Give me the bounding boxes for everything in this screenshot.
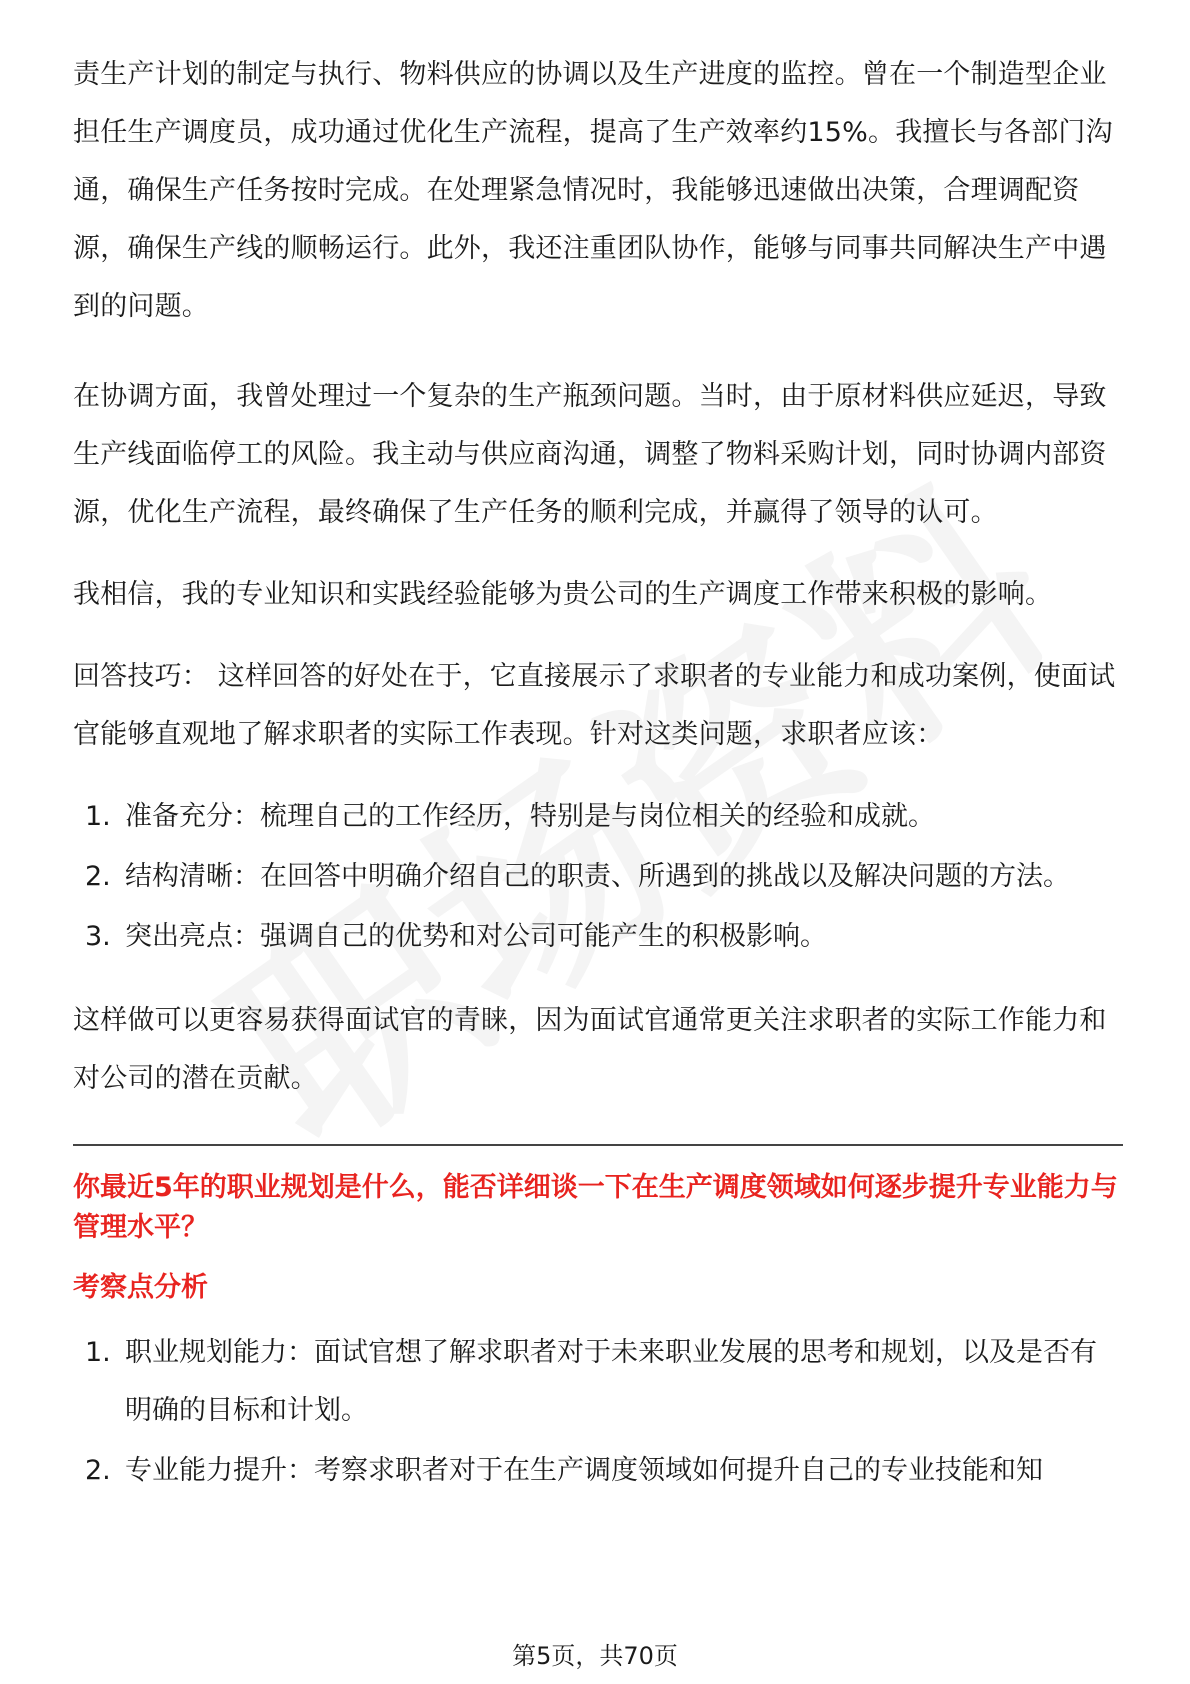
page-footer: 第5页，共70页 bbox=[512, 1642, 678, 1670]
list-item: 1. 准备充分：梳理自己的工作经历，特别是与岗位相关的经验和成就。 bbox=[85, 801, 935, 832]
paragraph-belief: 我相信，我的专业知识和实践经验能够为贵公司的生产调度工作带来积极的影响。 bbox=[73, 579, 1053, 610]
paragraph-answer-tips: 回答技巧： 这样回答的好处在于，它直接展示了求职者的专业能力和成功案例，使面试官能够直观地了解求职者的实际工作表现。针对这类问题，求职者应该： bbox=[73, 661, 1116, 750]
list-item: 1. 职业规划能力：面试官想了解求职者对于未来职业发展的思考和规划，以及是否有明确的目标和计划。 bbox=[85, 1337, 1097, 1426]
paragraph-responsibilities: 责生产计划的制定与执行、物料供应的协调以及生产进度的监控。曾在一个制造型企业担任生产调度员，成功通过优化生产流程，提高了生产效率约15%。我擅长与各部门沟通，确保生产任务按时完成。在处理紧急情况时，我能够迅速做出决策，合理调配资源，确保生产线的顺畅运行。此外，我还注重团队协作，能够与同事共同解决生产中遇到的问题。 bbox=[73, 59, 1113, 322]
question-heading: 你最近5年的职业规划是什么，能否详细谈一下在生产调度领域如何逐步提升专业能力与管理水平？ bbox=[73, 1172, 1118, 1243]
tips-list bbox=[73, 788, 1123, 966]
paragraph-conclusion: 这样做可以更容易获得面试官的青睐，因为面试官通常更关注求职者的实际工作能力和对公司的潜在贡献。 bbox=[73, 1005, 1107, 1094]
divider bbox=[73, 1144, 1123, 1146]
list-item: 2. 结构清晰：在回答中明确介绍自己的职责、所遇到的挑战以及解决问题的方法。 bbox=[85, 861, 1070, 892]
paragraph-coordination: 在协调方面，我曾处理过一个复杂的生产瓶颈问题。当时，由于原材料供应延迟，导致生产线面临停工的风险。我主动与供应商沟通，调整了物料采购计划，同时协调内部资源，优化生产流程，最终确保了生产任务的顺利完成，并赢得了领导的认可。 bbox=[73, 381, 1107, 528]
list-item: 3. 突出亮点：强调自己的优势和对公司可能产生的积极影响。 bbox=[85, 921, 827, 952]
analysis-list bbox=[73, 1324, 1123, 1500]
list-item: 2. 专业能力提升：考察求职者对于在生产调度领域如何提升自己的专业技能和知 bbox=[85, 1455, 1043, 1486]
analysis-heading: 考察点分析 bbox=[73, 1272, 208, 1303]
document-body bbox=[73, 46, 1123, 1502]
